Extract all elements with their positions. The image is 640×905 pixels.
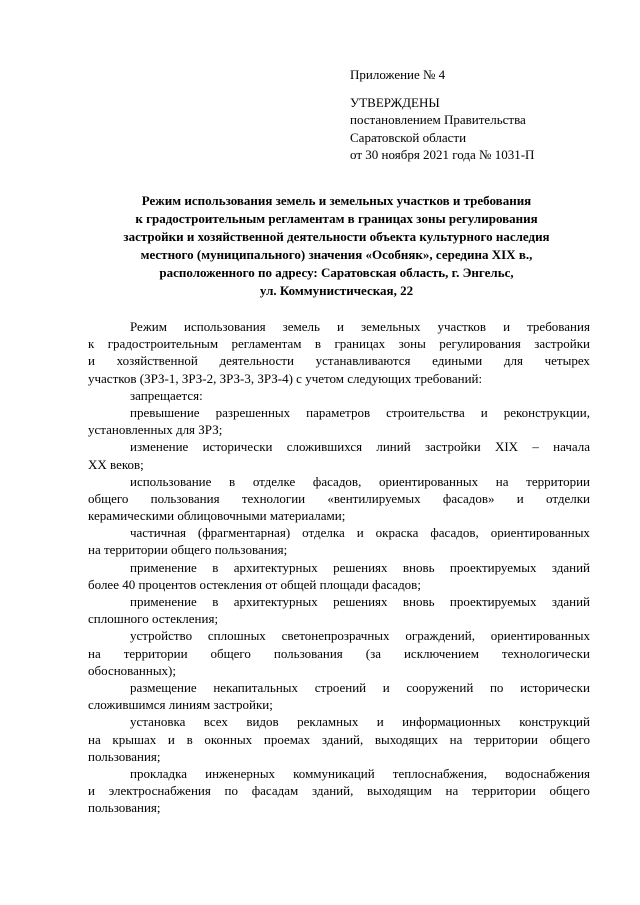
word: и (356, 525, 364, 541)
body-line (88, 404, 590, 421)
body-line (88, 318, 590, 335)
word: к (88, 336, 95, 352)
body-line (88, 782, 590, 799)
word: участков (437, 319, 487, 334)
word: использования (184, 319, 266, 334)
word: зданий (551, 559, 590, 575)
word: исключением (403, 645, 479, 661)
word: земель (282, 319, 320, 334)
title-line: застройки и хозяйственной деятельности объекта культурного наследия (123, 229, 550, 244)
title-line: местного (муниципального) значения «Особняк», середина XIX в., (140, 247, 533, 262)
word: и (88, 353, 95, 369)
word: территории (471, 783, 536, 799)
body-line (88, 473, 590, 490)
word: конструкций (519, 714, 590, 730)
body-line: запрещается: (130, 387, 203, 403)
word: фасадам (251, 783, 299, 799)
word: решениях (333, 594, 388, 609)
word: применение (130, 559, 197, 575)
word: и (516, 490, 524, 506)
word: информационных (402, 714, 501, 730)
word: в (212, 594, 219, 609)
word: отделка (302, 525, 345, 541)
word: четырех (544, 353, 590, 369)
word: ориентированных (490, 525, 590, 541)
word: начала (553, 439, 590, 455)
body-line (88, 679, 590, 696)
word: архитектурных (233, 594, 318, 609)
approval-line: постановлением Правительства (350, 112, 526, 127)
word: хозяйственной (116, 353, 198, 369)
word: пользования (150, 490, 220, 506)
word: выходящим (367, 783, 432, 799)
word: вновь (402, 559, 435, 575)
word: теплоснабжения, (392, 765, 488, 781)
word: общего (88, 490, 129, 506)
word: строительства (386, 404, 465, 420)
word: водоснабжения (505, 765, 590, 781)
word: на (449, 731, 463, 747)
word: отделки (546, 490, 590, 506)
word: проемах (263, 731, 311, 747)
word: застройки (534, 336, 590, 352)
approval-line: от 30 ноября 2021 года № 1031-П (350, 147, 535, 162)
word: зданий, (311, 783, 354, 799)
title-line: расположенного по адресу: Саратовская область, г. Энгельс, (159, 265, 514, 280)
word: технологии (241, 490, 306, 506)
word: Режим (130, 319, 167, 334)
body-line (88, 627, 590, 644)
word: реконструкции, (503, 404, 590, 420)
word: и (382, 679, 390, 695)
body-line: сплошного остекления; (88, 611, 219, 627)
word: градостроительным (107, 336, 219, 352)
word: регулирования (439, 336, 521, 352)
word: электроснабжения (108, 783, 211, 799)
word: вновь (402, 594, 435, 609)
word: ориентированных (378, 473, 479, 489)
word: устройство (130, 628, 193, 644)
word: регламентам (231, 336, 302, 352)
word: строений (314, 679, 367, 695)
word: (за (365, 645, 381, 661)
word: по (489, 679, 504, 695)
word: устанавливаются (315, 353, 411, 369)
word: размещение (130, 679, 197, 695)
word: крышах (112, 731, 157, 747)
body-line: более 40 процентов остекления от общей площади фасадов; (88, 576, 421, 592)
word: застройки (424, 439, 481, 455)
body-line (88, 731, 590, 748)
body-line (88, 713, 590, 730)
word: в (212, 559, 219, 575)
word: требования (527, 319, 590, 334)
word: и (167, 731, 175, 747)
word: фасадов, (312, 473, 362, 489)
word: рекламных (297, 714, 359, 730)
word: решениях (333, 559, 388, 575)
word: линий (376, 439, 411, 455)
approval-line: Саратовской области (350, 129, 467, 145)
body-line (88, 524, 590, 541)
word: и (376, 714, 384, 730)
body-line: пользования; (88, 748, 161, 764)
word: превышение (130, 404, 200, 420)
word: исторически (520, 679, 590, 695)
word: фасадов, (430, 525, 479, 541)
word: (фрагментарная) (197, 525, 291, 541)
word: отделке (252, 473, 296, 489)
word: проектируемых (449, 559, 537, 575)
word: границах (334, 336, 386, 352)
word: территории (474, 731, 538, 747)
word: и (88, 783, 95, 799)
word: оконных (204, 731, 253, 747)
approved-heading: УТВЕРЖДЕНЫ (350, 94, 440, 110)
body-line: обоснованных); (88, 662, 176, 678)
word: территории (526, 473, 590, 489)
word: зданий, (321, 731, 364, 747)
word: для (503, 353, 523, 369)
word: ограждений, (405, 628, 475, 644)
word: выходящих (374, 731, 438, 747)
body-line: керамическими облицовочными материалами; (88, 508, 346, 524)
word: коммуникаций (293, 765, 375, 781)
body-line (88, 352, 590, 369)
word: зоны (398, 336, 426, 352)
word: частичная (130, 525, 186, 541)
word: на (495, 473, 509, 489)
body-line (88, 490, 590, 507)
word: по (224, 783, 239, 799)
word: разрешенных (215, 404, 291, 420)
word: инженерных (205, 765, 276, 781)
word: исторически (202, 439, 273, 455)
word: ориентированных (490, 628, 590, 644)
body-line: установленных для ЗРЗ; (88, 422, 223, 438)
word: на (445, 783, 459, 799)
body-line: на территории общего пользования; (88, 542, 288, 558)
word: сооружений (406, 679, 474, 695)
body-line (88, 438, 590, 455)
word: проектируемых (449, 594, 537, 609)
word: установка (130, 714, 186, 730)
word: всех (203, 714, 228, 730)
word: общего (549, 783, 590, 799)
spacer (350, 84, 534, 94)
word: деятельности (219, 353, 294, 369)
word: на (88, 731, 101, 747)
word: архитектурных (233, 559, 318, 575)
document-body (88, 318, 590, 816)
appendix-number: Приложение № 4 (350, 67, 446, 82)
word: в (229, 473, 236, 489)
word: в (314, 336, 322, 352)
appendix-stamp (350, 66, 534, 164)
word: сплошных (207, 628, 266, 644)
word: и (337, 319, 344, 334)
word: сложившихся (286, 439, 363, 455)
word: пользования (273, 645, 343, 661)
word: в (186, 731, 193, 747)
word: прокладка (130, 765, 188, 781)
body-line: сложившимся линиям застройки; (88, 697, 273, 713)
body-line (88, 645, 590, 662)
word: параметров (306, 404, 371, 420)
title-line: ул. Коммунистическая, 22 (259, 283, 414, 298)
word: XIX (494, 439, 519, 455)
word: и (503, 319, 511, 334)
title-line: к градостроительным регламентам в границах зоны регулирования (135, 211, 538, 226)
word: окраска (375, 525, 419, 541)
word: «вентилируемых (327, 490, 421, 506)
word: зданий (551, 594, 590, 609)
word: технологически (501, 645, 590, 661)
title-line: Режим использования земель и земельных участков и требования (141, 193, 532, 208)
body-line (88, 593, 590, 610)
body-line (88, 559, 590, 576)
word: фасадов» (442, 490, 495, 506)
body-line: участков (ЗРЗ-1, ЗРЗ-2, ЗРЗ-3, ЗРЗ-4) с учетом следующих требований: (88, 370, 483, 386)
body-line (88, 765, 590, 782)
word: использование (130, 473, 212, 489)
document-title (88, 192, 585, 300)
word: территории (123, 645, 188, 661)
body-line: XX веков; (88, 456, 144, 472)
word: некапитальных (213, 679, 299, 695)
word: изменение (130, 439, 189, 455)
word: светонепрозрачных (281, 628, 390, 644)
word: едиными (432, 353, 483, 369)
word: общего (210, 645, 251, 661)
word: применение (130, 594, 197, 609)
word: и (480, 404, 488, 420)
body-line (88, 335, 590, 352)
word: видов (246, 714, 279, 730)
body-line: пользования; (88, 800, 161, 816)
word: на (88, 645, 101, 661)
word: общего (549, 731, 590, 747)
word: – (532, 439, 539, 455)
word: земельных (360, 319, 421, 334)
